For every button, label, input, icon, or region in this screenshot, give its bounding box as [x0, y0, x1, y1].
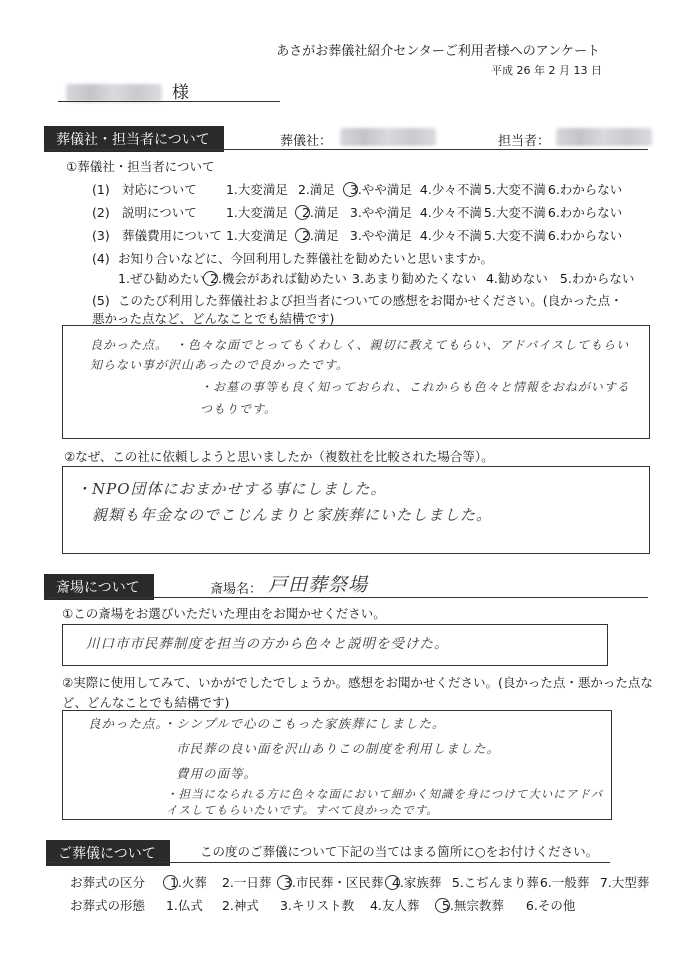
q5-question: このたび利用した葬儀社および担当者についての感想をお聞かせください。(良かった点・ [118, 293, 623, 308]
option-5: 5.大変不満 [483, 182, 546, 197]
redacted-company-name [340, 128, 436, 146]
staff-label: 担当者： [498, 134, 551, 149]
option-2: 2.一日葬 [221, 875, 272, 890]
survey-date: 平成 26 年 2 月 13 日 [491, 64, 602, 77]
venue-label: 斎場名： [210, 582, 263, 597]
venue-value: 戸田葬祭場 [268, 574, 369, 596]
survey-title: あさがお葬儀社紹介センターご利用者様へのアンケート [276, 44, 600, 59]
rating-row-explanation [92, 203, 622, 221]
option-4: 4.少々不満 [419, 228, 482, 243]
q4-text [92, 249, 493, 267]
name-underline [58, 101, 280, 102]
option-4: 4.少々不満 [419, 205, 482, 220]
option-3: 3.市民葬・区民葬 [283, 875, 384, 890]
option-1: 1.大変満足 [225, 205, 288, 220]
venue-reason-heading: ①この斎場をお選びいただいた理由をお聞かせください。 [62, 606, 386, 621]
option-1: 1.大変満足 [225, 228, 288, 243]
option-5: 5.こぢんまり葬 [451, 875, 539, 890]
row-label: 説明について [121, 205, 197, 220]
q4-number: (4) [92, 251, 110, 266]
row-number: (3) [92, 228, 110, 243]
form-label: お葬式の形態 [70, 898, 146, 913]
option-4: 4.少々不満 [419, 182, 482, 197]
rating-row-cost [92, 226, 622, 244]
venue-impression-line: 市民葬の良い面を沢山ありこの制度を利用しました。 [176, 741, 501, 756]
option-4: 4.家族葬 [391, 875, 442, 890]
option-1: 1.仏式 [165, 898, 203, 913]
q4-question: お知り合いなどに、今回利用した葬儀社を勧めたいと思いますか。 [118, 251, 494, 266]
why-answer-line: 親類も年金なのでこじんまりと家族葬にいたしました。 [92, 506, 493, 524]
option-2: 2.機会があれば勧めたい [209, 271, 347, 286]
option-5: 5.大変不満 [483, 205, 546, 220]
funeral-category-row [70, 873, 649, 891]
funeral-instruction: この度のご葬儀について下記の当てはまる箇所に○をお付けください。 [200, 844, 599, 859]
venue-impression-line: 費用の面等。 [176, 766, 258, 781]
row-number: (1) [92, 182, 110, 197]
option-4: 4.勧めない [485, 271, 548, 286]
why-heading: ②なぜ、この社に依頼しようと思いましたか（複数社を比較された場合等）。 [64, 449, 494, 464]
option-2: 2.満足 [301, 228, 339, 243]
row-number: (2) [92, 205, 110, 220]
q5-text-line1 [92, 291, 623, 309]
venue-reason-answer: 川口市市民葬制度を担当の方から色々と説明を受けた。 [86, 636, 449, 652]
venue-impression-line: ・担当になられる方に色々な面において細かく知識を身につけて大いにアドバイスしてもらいたいです。すべて良かったです。 [166, 787, 604, 817]
q1-heading: ①葬儀社・担当者について [66, 159, 215, 174]
company-label: 葬儀社： [280, 134, 333, 149]
q5-answer-line: ・お墓の事等も良く知っておられ、これからも色々と情報をおねがいするつもりです。 [200, 380, 630, 416]
option-5: 5.わからない [559, 271, 635, 286]
option-6: 6.一般葬 [539, 875, 590, 890]
option-3: 3.あまり勧めたくない [351, 271, 477, 286]
section-tab-venue: 斎場について [44, 574, 154, 600]
option-5: 5.無宗教葬 [441, 898, 504, 913]
option-1: 1.ぜひ勧めたい [118, 271, 205, 286]
category-label: お葬式の区分 [70, 875, 146, 890]
option-6: 6.わからない [547, 228, 623, 243]
section-tab-funeral-company: 葬儀社・担当者について [44, 126, 224, 152]
option-2: 2.満足 [297, 182, 335, 197]
rating-row-response [92, 180, 622, 198]
row-label: 葬儀費用について [121, 228, 222, 243]
option-6: 6.わからない [547, 182, 623, 197]
why-answer-line: ・NPO団体におまかせする事にしました。 [76, 480, 387, 498]
section1-rule [44, 149, 648, 150]
option-1: 1.火葬 [169, 875, 207, 890]
q5-number: (5) [92, 293, 110, 308]
option-5: 5.大変不満 [483, 228, 546, 243]
option-6: 6.わからない [547, 205, 623, 220]
honorific: 様 [172, 83, 189, 103]
option-6: 6.その他 [525, 898, 576, 913]
option-3: 3.やや満足 [349, 228, 412, 243]
q5-text-line2: 悪かった点など、どんなことでも結構です) [92, 311, 335, 326]
venue-impression-line: 良かった点。・シンプルで心のこもった家族葬にしました。 [88, 716, 446, 731]
funeral-form-row [70, 896, 575, 914]
option-7: 7.大型葬 [599, 875, 650, 890]
q4-options [118, 269, 634, 287]
option-1: 1.大変満足 [225, 182, 288, 197]
option-3: 3.キリスト教 [279, 898, 355, 913]
option-3: 3.やや満足 [349, 205, 412, 220]
row-label: 対応について [121, 182, 197, 197]
option-4: 4.友人葬 [369, 898, 420, 913]
section2-rule [44, 597, 648, 598]
option-3: 3.やや満足 [349, 182, 412, 197]
venue-impression-heading: ②実際に使用してみて、いかがでしたでしょうか。感想をお聞かせください。(良かった点・悪かった点など、どんなことでも結構です) [62, 675, 653, 710]
q5-answer-line: 良かった点。 ・色々な面でとってもくわしく、親切に教えてもらい、アドバイスしてもらい知らない事が沢山あったので良かったです。 [90, 338, 630, 372]
section-tab-funeral: ご葬儀について [46, 840, 170, 866]
redacted-customer-name [66, 84, 162, 102]
option-2: 2.神式 [221, 898, 259, 913]
section3-rule [46, 862, 610, 863]
option-2: 2.満足 [301, 205, 339, 220]
redacted-staff-name [556, 128, 652, 146]
